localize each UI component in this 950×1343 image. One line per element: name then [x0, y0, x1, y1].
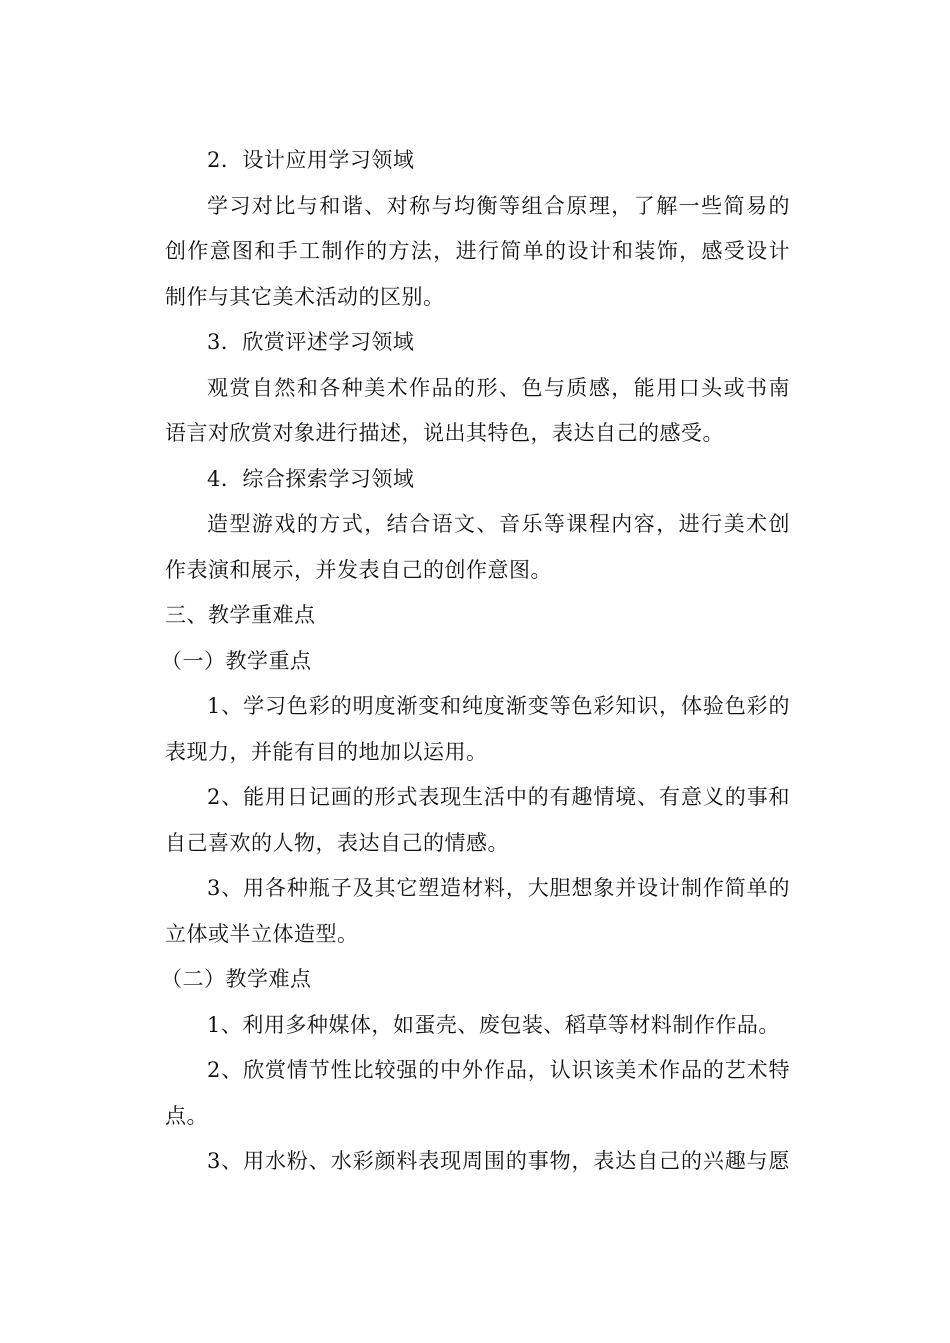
paragraph-line: 作表演和展示，并发表自己的创作意图。 — [165, 557, 552, 582]
heading-design-application: 2．设计应用学习领域 — [207, 148, 415, 172]
heading-comprehensive-exploration: 4．综合探索学习领域 — [207, 466, 415, 491]
document-body — [161, 138, 790, 1185]
paragraph-line: 制作与其它美术活动的区别。 — [165, 284, 445, 309]
paragraph-line: 观赏自然和各种美术作品的形、色与质感，能用口头或书南 — [207, 375, 790, 400]
subsection-heading-key-points: （一）教学重点 — [161, 648, 312, 673]
list-item-line: 立体或半立体造型。 — [165, 921, 359, 946]
paragraph-line: 语言对欣赏对象进行描述，说出其特色，表达自己的感受。 — [165, 421, 724, 445]
list-item-line: 2、能用日记画的形式表现生活中的有趣情境、有意义的事和 — [207, 785, 790, 809]
subsection-heading-difficult-points: （二）教学难点 — [161, 967, 312, 991]
heading-appreciation-review: 3．欣赏评述学习领域 — [207, 330, 415, 354]
paragraph-line: 学习对比与和谐、对称与均衡等组合原理，了解一些简易的 — [207, 193, 790, 218]
paragraph-line: 造型游戏的方式，结合语文、音乐等课程内容，进行美术创 — [207, 512, 790, 536]
paragraph-line: 创作意图和手工制作的方法，进行简单的设计和装饰，感受设计 — [165, 239, 790, 263]
list-item-line: 点。 — [165, 1103, 208, 1128]
section-heading-key-difficult-points: 三、教学重难点 — [165, 603, 316, 627]
list-item-line: 3、用水粉、水彩颜料表现周围的事物，表达自己的兴趣与愿 — [207, 1149, 790, 1173]
list-item-line: 2、欣赏情节性比较强的中外作品，认识该美术作品的艺术特 — [207, 1058, 790, 1082]
list-item-line: 表现力，并能有目的地加以运用。 — [165, 739, 488, 764]
list-item-line: 自己喜欢的人物，表达自己的情感。 — [165, 830, 509, 855]
list-item-line: 1、利用多种媒体，如蛋壳、废包装、稻草等材料制作作品。 — [207, 1012, 780, 1037]
list-item-line: 1、学习色彩的明度渐变和纯度渐变等色彩知识，体验色彩的 — [207, 694, 790, 718]
list-item-line: 3、用各种瓶子及其它塑造材料，大胆想象并设计制作简单的 — [207, 876, 790, 900]
